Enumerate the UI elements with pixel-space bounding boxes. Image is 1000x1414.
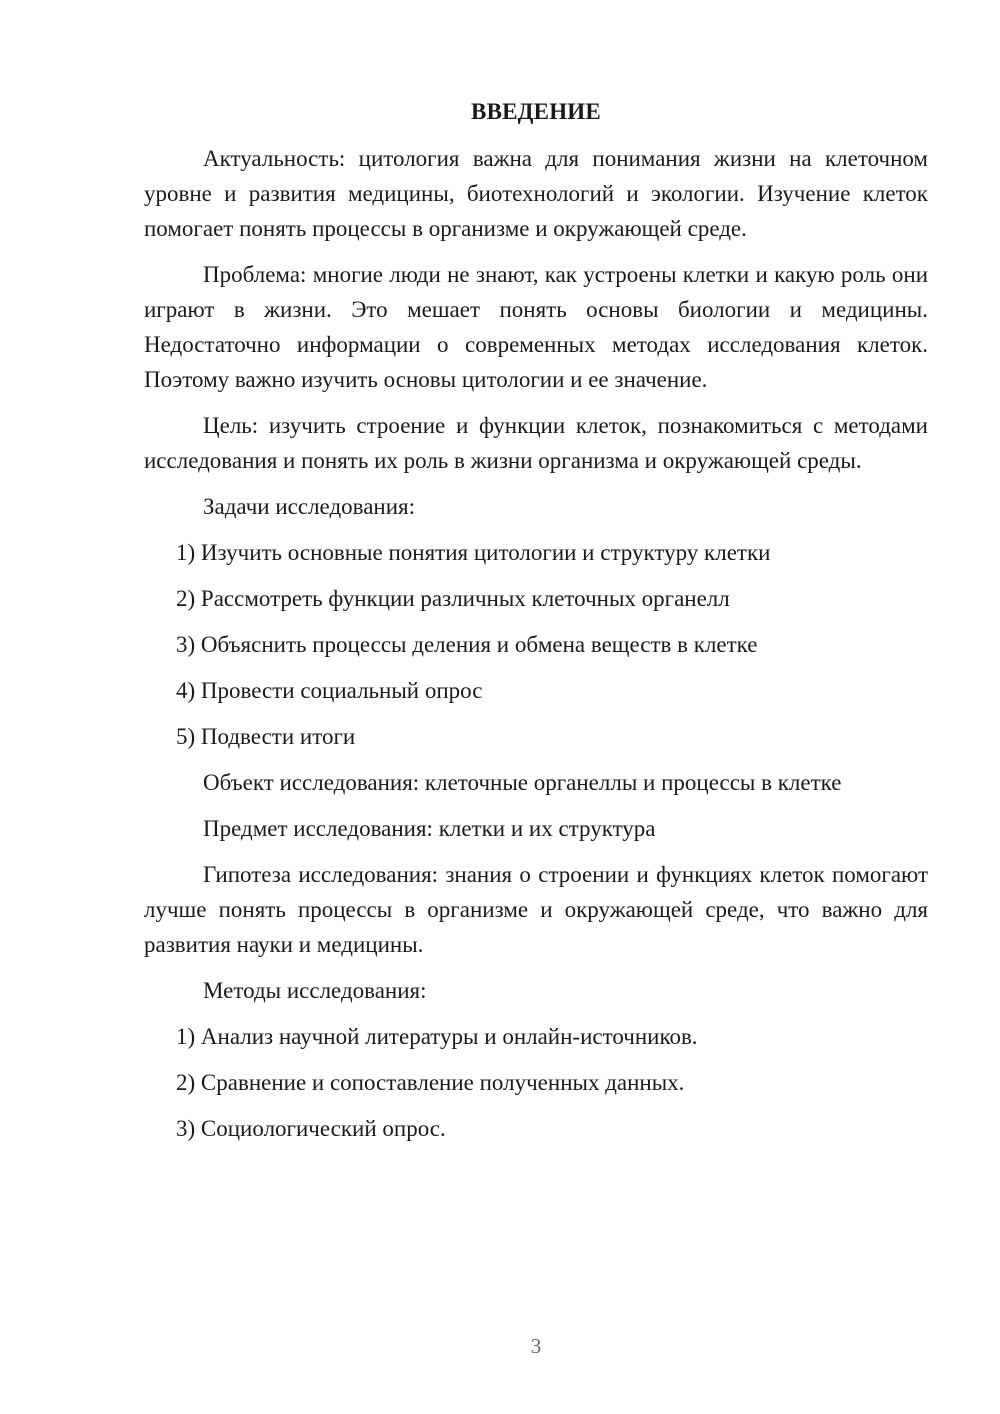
hypothesis-paragraph: Гипотеза исследования: знания о строении и функциях клеток помогают лучше понять процессы в организме и окружающей среде, что важно для развития науки и медицины. [144, 862, 928, 957]
subject-paragraph: Предмет исследования: клетки и их структура [203, 816, 656, 841]
task-item: 1) Изучить основные понятия цитологии и структуру клетки [176, 540, 771, 565]
page-number: 3 [530, 1334, 542, 1358]
method-item: 2) Сравнение и сопоставление полученных данных. [176, 1070, 685, 1095]
task-item: 2) Рассмотреть функции различных клеточных органелл [176, 586, 730, 611]
methods-list [144, 1019, 928, 1146]
method-item: 1) Анализ научной литературы и онлайн-источников. [176, 1024, 698, 1049]
goal-paragraph: Цель: изучить строение и функции клеток, познакомиться с методами исследования и понять их роль в жизни организма и окружающей среды. [144, 413, 928, 473]
problem-paragraph: Проблема: многие люди не знают, как устроены клетки и какую роль они играют в жизни. Это мешает понять основы биологии и медицины. Недостаточно информации о современных методах исследования клеток. Поэтому важно изучить основы цитологии и ее значение. [144, 262, 928, 392]
tasks-heading: Задачи исследования: [203, 494, 416, 519]
methods-heading: Методы исследования: [203, 978, 427, 1003]
object-paragraph: Объект исследования: клеточные органеллы и процессы в клетке [203, 770, 842, 795]
page-content [144, 94, 928, 1157]
task-item: 5) Подвести итоги [176, 724, 356, 749]
section-title: ВВЕДЕНИЕ [471, 99, 601, 124]
relevance-paragraph: Актуальность: цитология важна для понимания жизни на клеточном уровне и развития медицины, биотехнологий и экологии. Изучение клеток помогает понять процессы в организме и окружающей среде. [144, 146, 928, 241]
task-item: 4) Провести социальный опрос [176, 678, 483, 703]
task-item: 3) Объяснить процессы деления и обмена веществ в клетке [176, 632, 758, 657]
tasks-list [144, 535, 928, 754]
method-item: 3) Социологический опрос. [176, 1116, 446, 1141]
